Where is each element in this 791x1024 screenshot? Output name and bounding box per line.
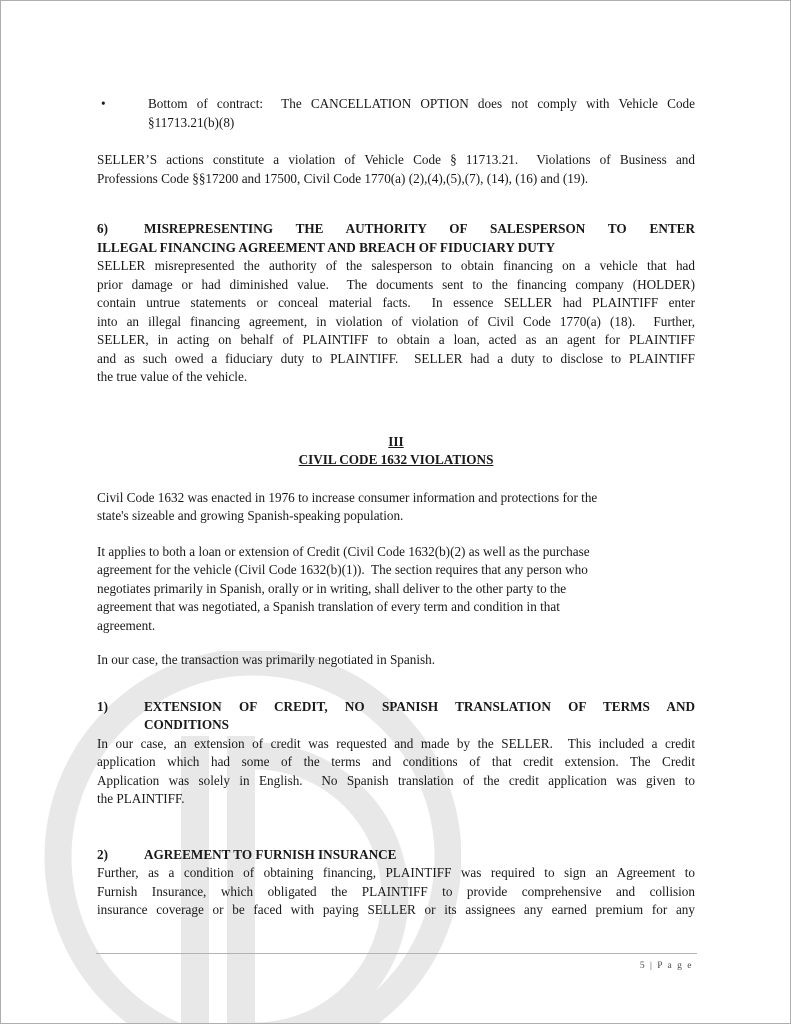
text-line: Bottom of contract: The CANCELLATION OPTION does not comply with Vehicle Code bbox=[148, 96, 695, 111]
text-line: §11713.21(b)(8) bbox=[148, 114, 235, 130]
section-6-body bbox=[97, 257, 695, 387]
text-line: contain untrue statements or conceal material facts. In essence SELLER had PLAINTIFF enter bbox=[97, 295, 695, 310]
bullet-icon: • bbox=[101, 96, 106, 111]
text-line: Further, as a condition of obtaining financing, PLAINTIFF was required to sign an Agreement to bbox=[97, 865, 695, 880]
item-1-number: 1) bbox=[97, 698, 108, 714]
article-3-title: CIVIL CODE 1632 VIOLATIONS bbox=[298, 452, 494, 467]
text-line: SELLER, in acting on behalf of PLAINTIFF to obtain a loan, acted as an agent for PLAINTIFF bbox=[97, 332, 695, 347]
text-line: negotiates primarily in Spanish, orally or in writing, shall deliver to the other party to the bbox=[97, 580, 567, 596]
bullet-item bbox=[97, 95, 695, 132]
paragraph-vehicle-code-violation bbox=[97, 151, 695, 188]
footer-rule bbox=[96, 953, 697, 954]
text-line: the PLAINTIFF. bbox=[97, 791, 185, 806]
item-2-heading-line-1 bbox=[97, 846, 695, 865]
text-line: and as such owed a fiduciary duty to PLAINTIFF. SELLER had a duty to disclose to PLAINTIFF bbox=[97, 350, 695, 366]
text-line: Civil Code 1632 was enacted in 1976 to increase consumer information and protections for the bbox=[97, 489, 598, 505]
section-6-number: 6) bbox=[97, 221, 108, 236]
text-line: Application was solely in English. No Spanish translation of the credit application was given to bbox=[97, 772, 695, 788]
text-line: In our case, an extension of credit was requested and made by the SELLER. This included a credit bbox=[97, 735, 695, 751]
section-6-heading-text-2: ILLEGAL FINANCING AGREEMENT AND BREACH OF FIDUCIARY DUTY bbox=[97, 239, 556, 255]
text-line: the true value of the vehicle. bbox=[97, 369, 248, 384]
text-line: Furnish Insurance, which obligated the PLAINTIFF to provide comprehensive and collision bbox=[97, 883, 695, 899]
bullet-text bbox=[148, 95, 695, 132]
section-6-heading-text: MISREPRESENTING THE AUTHORITY OF SALESPERSON TO ENTER bbox=[144, 221, 695, 236]
item-1-heading-line-2: CONDITIONS bbox=[144, 717, 230, 732]
item-1-body bbox=[97, 735, 695, 809]
item-2-number: 2) bbox=[97, 846, 108, 862]
text-line: agreement. bbox=[97, 617, 156, 633]
text-line: SELLER’S actions constitute a violation of Vehicle Code § 11713.21. Violations of Business and bbox=[97, 152, 695, 167]
article-3-numeral: III bbox=[388, 433, 404, 449]
paragraph-negotiated-in-spanish: In our case, the transaction was primarily negotiated in Spanish. bbox=[97, 652, 436, 667]
text-line: It applies to both a loan or extension of Credit (Civil Code 1632(b)(2) as well as the purchase bbox=[97, 543, 590, 559]
paragraph-civil-code-1632 bbox=[97, 489, 695, 526]
text-line: application which had some of the terms and conditions of that credit extension. The Credit bbox=[97, 754, 695, 769]
item-1-heading-line-1 bbox=[97, 698, 695, 717]
text-line: insurance coverage or be faced with paying SELLER or its assignees any earned premium for any bbox=[97, 902, 695, 917]
text-line: state's sizeable and growing Spanish-speaking population. bbox=[97, 508, 404, 523]
section-6-heading-line-1 bbox=[97, 220, 695, 239]
section-6-heading-line-2 bbox=[97, 239, 695, 258]
text-line: prior damage or had diminished value. The documents sent to the financing company (HOLDER) bbox=[97, 276, 695, 292]
item-1-heading bbox=[97, 698, 695, 735]
text-line: agreement that was negotiated, a Spanish translation of every term and condition in that bbox=[97, 599, 560, 614]
article-3-heading bbox=[97, 433, 695, 470]
text-line: into an illegal financing agreement, in violation of violation of Civil Code 1770(a) (18). Further, bbox=[97, 313, 695, 329]
item-2-body bbox=[97, 864, 695, 920]
item-2-heading-text: AGREEMENT TO FURNISH INSURANCE bbox=[144, 846, 397, 862]
paragraph-it-applies bbox=[97, 543, 695, 636]
section-6-heading bbox=[97, 220, 695, 257]
item-1-heading-text: EXTENSION OF CREDIT, NO SPANISH TRANSLATION OF TERMS AND bbox=[144, 698, 695, 714]
text-line: SELLER misrepresented the authority of the salesperson to obtain financing on a vehicle that had bbox=[97, 258, 695, 273]
text-line: agreement for the vehicle (Civil Code 1632(b)(1)). The section requires that any person who bbox=[97, 562, 588, 577]
document-content bbox=[1, 1, 790, 920]
text-line: Professions Code §§17200 and 17500, Civil Code 1770(a) (2),(4),(5),(7), (14), (16) and (19). bbox=[97, 170, 589, 186]
item-2-heading bbox=[97, 846, 695, 865]
footer-page-number: 5 | P a g e bbox=[639, 961, 693, 971]
